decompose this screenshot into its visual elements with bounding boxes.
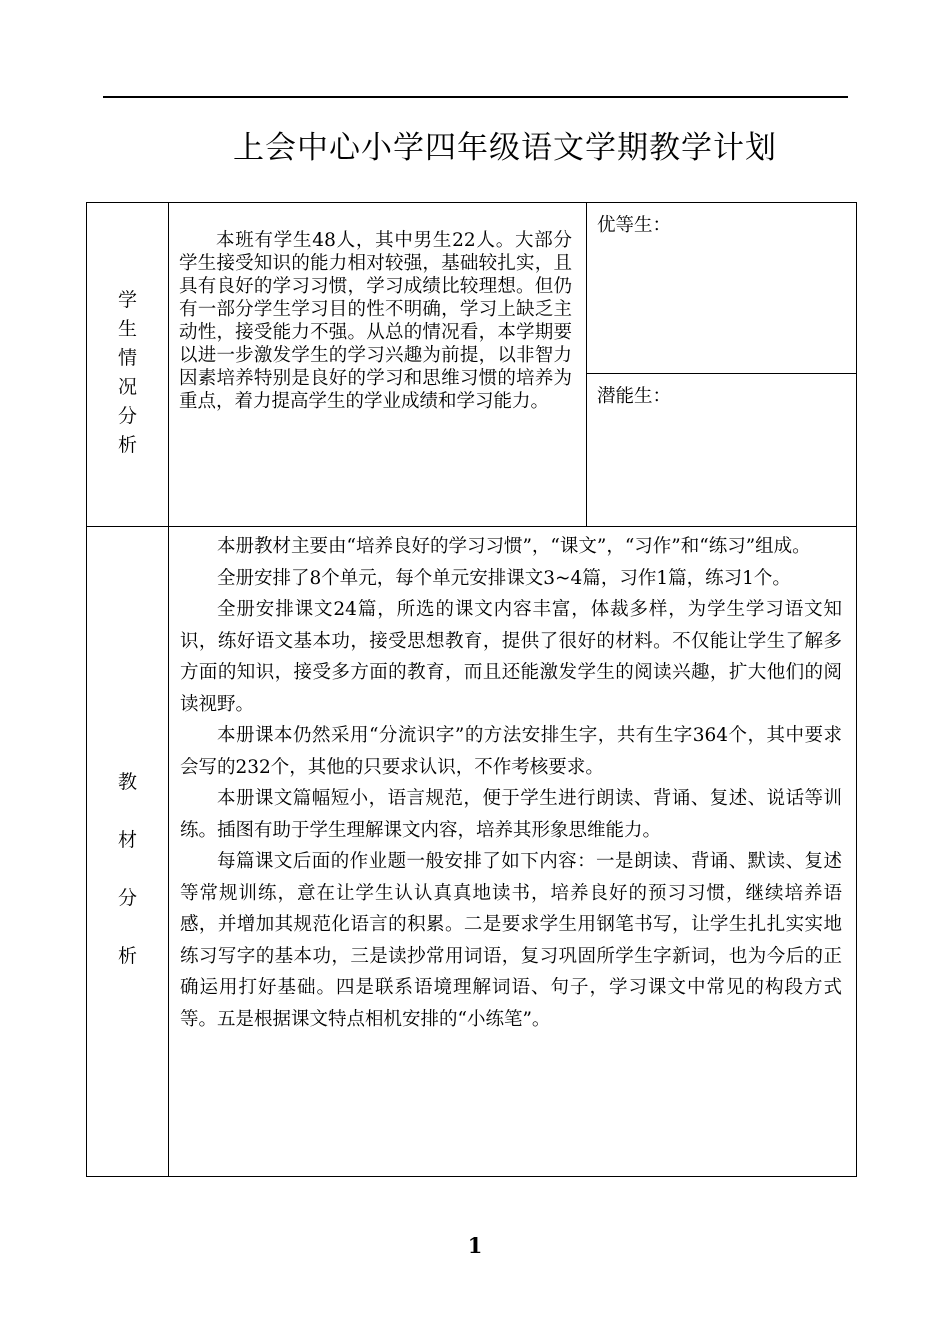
material-paragraph: 本册教材主要由“培养良好的学习习惯”，“课文”，“习作”和“练习”组成。 xyxy=(217,536,811,557)
label-char: 分 xyxy=(117,887,137,909)
material-paragraph: 每篇课文后面的作业题一般安排了如下内容：一是朗读、背诵、默读、复述等常规训练，意在让学生认认真真地读书，培养良好的预习习惯，继续培养语感，并增加其规范化语言的积累。二是要求学生用钢笔书写，让学生扎扎实实地练习写字的基本功，三是读抄常用词语，复习巩固所学生字新词，也为今后的正确运用打好基础。四是联系语境理解词语、句子，学习课文中常见的构段方式等。五是根据课文特点相机安排的“小练笔”。 xyxy=(180,851,842,1030)
student-analysis-cell xyxy=(168,202,587,527)
label-char: 分 xyxy=(117,405,137,427)
material-section-label xyxy=(87,753,168,985)
label-char: 生 xyxy=(117,318,137,340)
label-char: 析 xyxy=(117,945,137,967)
label-char: 情 xyxy=(117,347,137,369)
label-char: 况 xyxy=(117,376,137,398)
label-char: 析 xyxy=(117,434,137,456)
material-paragraph: 全册安排课文24篇，所选的课文内容丰富，体裁多样，为学生学习语文知识，练好语文基本功，接受思想教育，提供了很好的材料。不仅能让学生了解多方面的知识，接受多方面的教育，而且还能激发学生的阅读兴趣，扩大他们的阅读视野。 xyxy=(180,599,842,715)
label-char: 教 xyxy=(117,771,137,793)
label-char: 学 xyxy=(117,289,137,311)
material-label-cell xyxy=(86,526,169,1177)
top-students-label: 优等生： xyxy=(597,215,672,236)
material-analysis-cell xyxy=(168,526,857,1177)
page-title: 上会中心小学四年级语文学期教学计划 xyxy=(233,130,777,166)
material-paragraph: 本册课本仍然采用“分流识字”的方法安排生字，共有生字364个，其中要求会写的232个，其他的只要求认识，不作考核要求。 xyxy=(180,725,842,778)
student-section-label xyxy=(87,286,168,460)
material-paragraph: 全册安排了8个单元，每个单元安排课文3~4篇，习作1篇，练习1个。 xyxy=(217,567,791,589)
potential-students-label: 潜能生： xyxy=(597,386,672,407)
student-label-cell xyxy=(86,202,169,527)
label-char: 材 xyxy=(117,829,137,851)
potential-students-cell xyxy=(586,373,857,527)
material-analysis-body xyxy=(180,531,842,1035)
material-paragraph: 本册课文篇幅短小，语言规范，便于学生进行朗读、背诵、复述、说话等训练。插图有助于学生理解课文内容，培养其形象思维能力。 xyxy=(180,788,842,841)
page-number: 1 xyxy=(467,1233,483,1258)
student-analysis-text: 本班有学生48人，其中男生22人。大部分学生接受知识的能力相对较强，基础较扎实，且具有良好的学习习惯，学习成绩比较理想。但仍有一部分学生学习目的性不明确，学习上缺乏主动性，接受能力不强。从总的情况看，本学期要以进一步激发学生的学习兴趣为前提，以非智力因素培养特别是良好的学习和思维习惯的培养为重点，着力提高学生的学业成绩和学习能力。 xyxy=(179,230,572,412)
top-students-cell xyxy=(586,202,857,374)
top-rule xyxy=(103,96,848,98)
